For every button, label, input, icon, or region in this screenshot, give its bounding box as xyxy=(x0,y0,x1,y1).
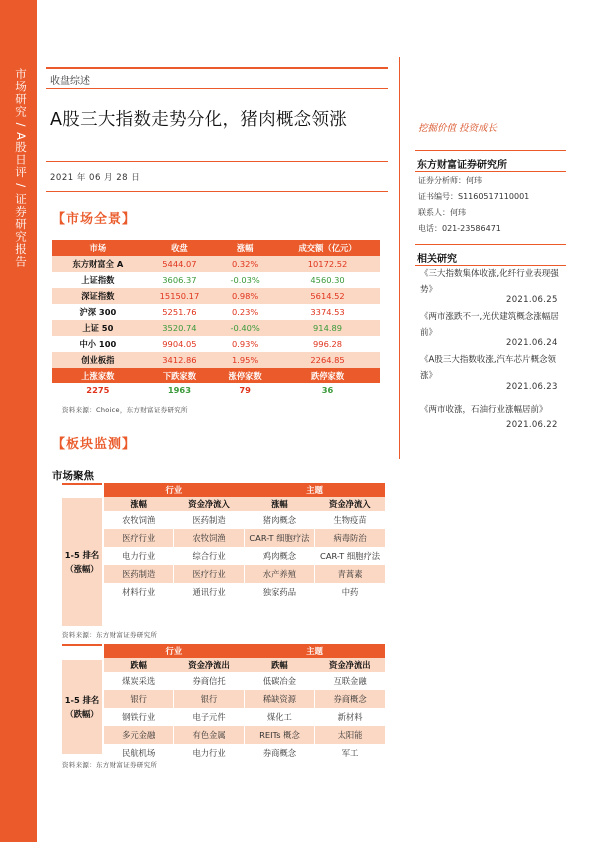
sidebar-band xyxy=(0,0,37,842)
table-cell: 电力行业 xyxy=(174,744,244,762)
table-cell: 券商信托 xyxy=(174,672,244,690)
table-cell: CAR-T 细胞疗法 xyxy=(315,547,385,565)
market-source: 资料来源：Choice，东方财富证券研究所 xyxy=(62,406,188,414)
column-divider xyxy=(399,57,400,459)
index-name: 中小 100 xyxy=(79,339,117,349)
group-header: 行业 xyxy=(104,483,245,497)
table-row xyxy=(104,529,386,547)
index-close: 9904.05 xyxy=(162,339,197,349)
col-header: 资金净流出 xyxy=(315,658,385,672)
col-header: 资金净流入 xyxy=(315,497,385,511)
table-cell: 煤化工 xyxy=(244,708,314,726)
group-header: 主题 xyxy=(244,483,385,497)
index-amount: 4560.30 xyxy=(310,275,345,285)
index-name: 东方财富全 A xyxy=(52,256,144,272)
index-name: 创业板指 xyxy=(52,352,144,368)
header-divider xyxy=(46,88,388,89)
table-cell: 太阳能 xyxy=(315,726,385,744)
rank-label-sub: （跌幅） xyxy=(65,709,99,719)
board-heading: 【板块监测】 xyxy=(52,437,137,452)
table-cell: 猪肉概念 xyxy=(244,511,314,529)
table-row xyxy=(104,726,386,744)
institute-divider xyxy=(415,171,566,172)
table-cell: 电力行业 xyxy=(104,547,174,565)
table-cell: 农牧饲渔 xyxy=(104,511,174,529)
table-cell: 煤炭采选 xyxy=(104,672,174,690)
table-row xyxy=(52,336,380,352)
table-cell: 青蒿素 xyxy=(315,565,385,583)
table-cell: 水产养殖 xyxy=(244,565,314,583)
index-name: 沪深 300 xyxy=(79,307,117,317)
index-change: 0.93% xyxy=(231,339,259,349)
group-header: 主题 xyxy=(244,644,385,658)
col-header: 成交额（亿元） xyxy=(275,240,380,256)
table-row xyxy=(52,304,380,320)
up-count: 2275 xyxy=(86,385,110,395)
table-row xyxy=(104,565,386,583)
table-cell: REITs 概念 xyxy=(244,726,314,744)
market-table xyxy=(52,240,380,397)
table-cell: 医药制造 xyxy=(104,565,174,583)
group-header: 行业 xyxy=(104,644,245,658)
table-cell: 综合行业 xyxy=(174,547,244,565)
related-rule xyxy=(415,244,566,245)
table-cell: 生物疫苗 xyxy=(315,511,385,529)
related-item[interactable]: 《两市涨跌不一,光伏建筑概念涨幅居前》 xyxy=(420,312,559,338)
table-cell: 新材料 xyxy=(315,708,385,726)
limit-down-count: 36 xyxy=(321,385,334,395)
table-cell: 中药 xyxy=(315,583,385,601)
index-close: 3520.74 xyxy=(144,320,215,336)
table-row xyxy=(104,708,386,726)
index-close: 3606.37 xyxy=(162,275,197,285)
index-amount: 10172.52 xyxy=(275,256,380,272)
sidebar-label: 市场研究 / A股日评 / 证券研究报告 xyxy=(14,68,28,268)
table-cell: 病毒防治 xyxy=(315,529,385,547)
table-row xyxy=(104,672,386,690)
related-item[interactable]: 《A股三大指数收涨,汽车芯片概念领涨》 xyxy=(420,355,557,381)
slogan: 挖掘价值 投资成长 xyxy=(418,123,498,134)
table-cell: 多元金融 xyxy=(104,726,174,744)
table-row xyxy=(52,320,380,336)
losers-table xyxy=(103,644,385,762)
count-header: 跌停家数 xyxy=(275,368,380,383)
table-cell: CAR-T 细胞疗法 xyxy=(244,529,314,547)
related-title: 相关研究 xyxy=(417,254,457,265)
table-row xyxy=(104,547,386,565)
report-date: 2021 年 06 月 28 日 xyxy=(50,173,141,183)
rank-label-gainers xyxy=(62,498,102,626)
index-name: 上证 50 xyxy=(52,320,144,336)
col-header: 涨幅 xyxy=(215,240,275,256)
count-header: 涨停家数 xyxy=(215,368,275,383)
related-date: 2021.06.24 xyxy=(506,338,558,348)
table-cell: 农牧饲渔 xyxy=(174,529,244,547)
rank-label: 1-5 排名 xyxy=(64,550,100,560)
col-header: 跌幅 xyxy=(104,658,174,672)
table-cell: 民航机场 xyxy=(104,744,174,762)
table-cell: 电子元件 xyxy=(174,708,244,726)
header-rule xyxy=(46,67,388,69)
market-heading: 【市场全景】 xyxy=(52,212,137,227)
page-title: A股三大指数走势分化，猪肉概念领涨 xyxy=(50,110,348,130)
col-header: 市场 xyxy=(52,240,144,256)
table-cell: 材料行业 xyxy=(104,583,174,601)
related-item[interactable]: 《三大指数集体收涨,化纤行业表现强势》 xyxy=(420,269,559,295)
col-header: 资金净流入 xyxy=(174,497,244,511)
col-header: 涨幅 xyxy=(104,497,174,511)
index-amount: 5614.52 xyxy=(275,288,380,304)
institute-name: 东方财富证券研究所 xyxy=(417,160,507,171)
table-cell: 有色金属 xyxy=(174,726,244,744)
contact: 联系人：何玮 xyxy=(418,208,466,217)
count-header: 下跌家数 xyxy=(144,368,215,383)
index-amount: 3374.53 xyxy=(310,307,345,317)
index-change: -0.03% xyxy=(230,275,260,285)
index-change: 0.23% xyxy=(231,307,259,317)
index-amount: 914.89 xyxy=(275,320,380,336)
table-row xyxy=(52,256,380,272)
index-close: 5251.76 xyxy=(162,307,197,317)
table-cell: 券商概念 xyxy=(244,744,314,762)
col-header: 收盘 xyxy=(144,240,215,256)
limit-up-count: 79 xyxy=(239,385,251,395)
gainers-table xyxy=(103,483,385,601)
table-row xyxy=(104,511,386,529)
index-change: -0.40% xyxy=(215,320,275,336)
table-cell: 鸡肉概念 xyxy=(244,547,314,565)
table-row xyxy=(52,352,380,368)
table-row xyxy=(52,272,380,288)
table-cell: 券商概念 xyxy=(315,690,385,708)
table-cell: 通讯行业 xyxy=(174,583,244,601)
index-close: 5444.07 xyxy=(144,256,215,272)
table-cell: 独家药品 xyxy=(244,583,314,601)
section-label: 收盘综述 xyxy=(50,76,90,87)
table-cell: 钢铁行业 xyxy=(104,708,174,726)
rank-label-losers xyxy=(62,660,102,754)
index-amount: 996.28 xyxy=(313,339,343,349)
cert-number: 证书编号：S1160517110001 xyxy=(418,192,530,201)
analyst: 证券分析师：何玮 xyxy=(418,176,482,185)
table-cell: 低碳冶金 xyxy=(244,672,314,690)
table-cell: 银行 xyxy=(174,690,244,708)
index-amount: 2264.85 xyxy=(275,352,380,368)
side-rule xyxy=(62,644,102,646)
phone: 电话：021-23586471 xyxy=(418,224,501,233)
table-cell: 稀缺资源 xyxy=(244,690,314,708)
col-header: 跌幅 xyxy=(244,658,314,672)
index-change: 1.95% xyxy=(215,352,275,368)
related-date: 2021.06.23 xyxy=(506,382,558,392)
count-header: 上涨家数 xyxy=(52,368,144,383)
index-change: 0.98% xyxy=(215,288,275,304)
table-row xyxy=(52,288,380,304)
index-change: 0.32% xyxy=(215,256,275,272)
down-count: 1963 xyxy=(167,385,191,395)
table-row xyxy=(104,690,386,708)
table-row xyxy=(104,583,386,601)
index-name: 上证指数 xyxy=(81,275,115,285)
table-cell: 医药制造 xyxy=(174,511,244,529)
related-date: 2021.06.25 xyxy=(506,295,558,305)
index-name: 深证指数 xyxy=(52,288,144,304)
rank-label-sub: （涨幅） xyxy=(65,564,99,574)
date-divider xyxy=(46,191,388,192)
gainers-source: 资料来源：东方财富证券研究所 xyxy=(62,631,158,639)
col-header: 资金净流出 xyxy=(174,658,244,672)
table-cell: 互联金融 xyxy=(315,672,385,690)
col-header: 涨幅 xyxy=(244,497,314,511)
side-rule xyxy=(62,483,102,485)
losers-source: 资料来源：东方财富证券研究所 xyxy=(62,761,158,769)
table-cell: 医疗行业 xyxy=(174,565,244,583)
table-cell: 银行 xyxy=(104,690,174,708)
board-subheading: 市场聚焦 xyxy=(52,470,94,482)
rank-label: 1-5 排名 xyxy=(64,695,100,705)
institute-rule xyxy=(415,150,566,151)
table-cell: 军工 xyxy=(315,744,385,762)
index-close: 15150.17 xyxy=(144,288,215,304)
related-item[interactable]: 《两市收涨，石油行业涨幅居前》 xyxy=(420,405,548,415)
title-divider xyxy=(46,161,388,162)
table-cell: 医疗行业 xyxy=(104,529,174,547)
index-close: 3412.86 xyxy=(144,352,215,368)
related-date: 2021.06.22 xyxy=(506,420,558,430)
